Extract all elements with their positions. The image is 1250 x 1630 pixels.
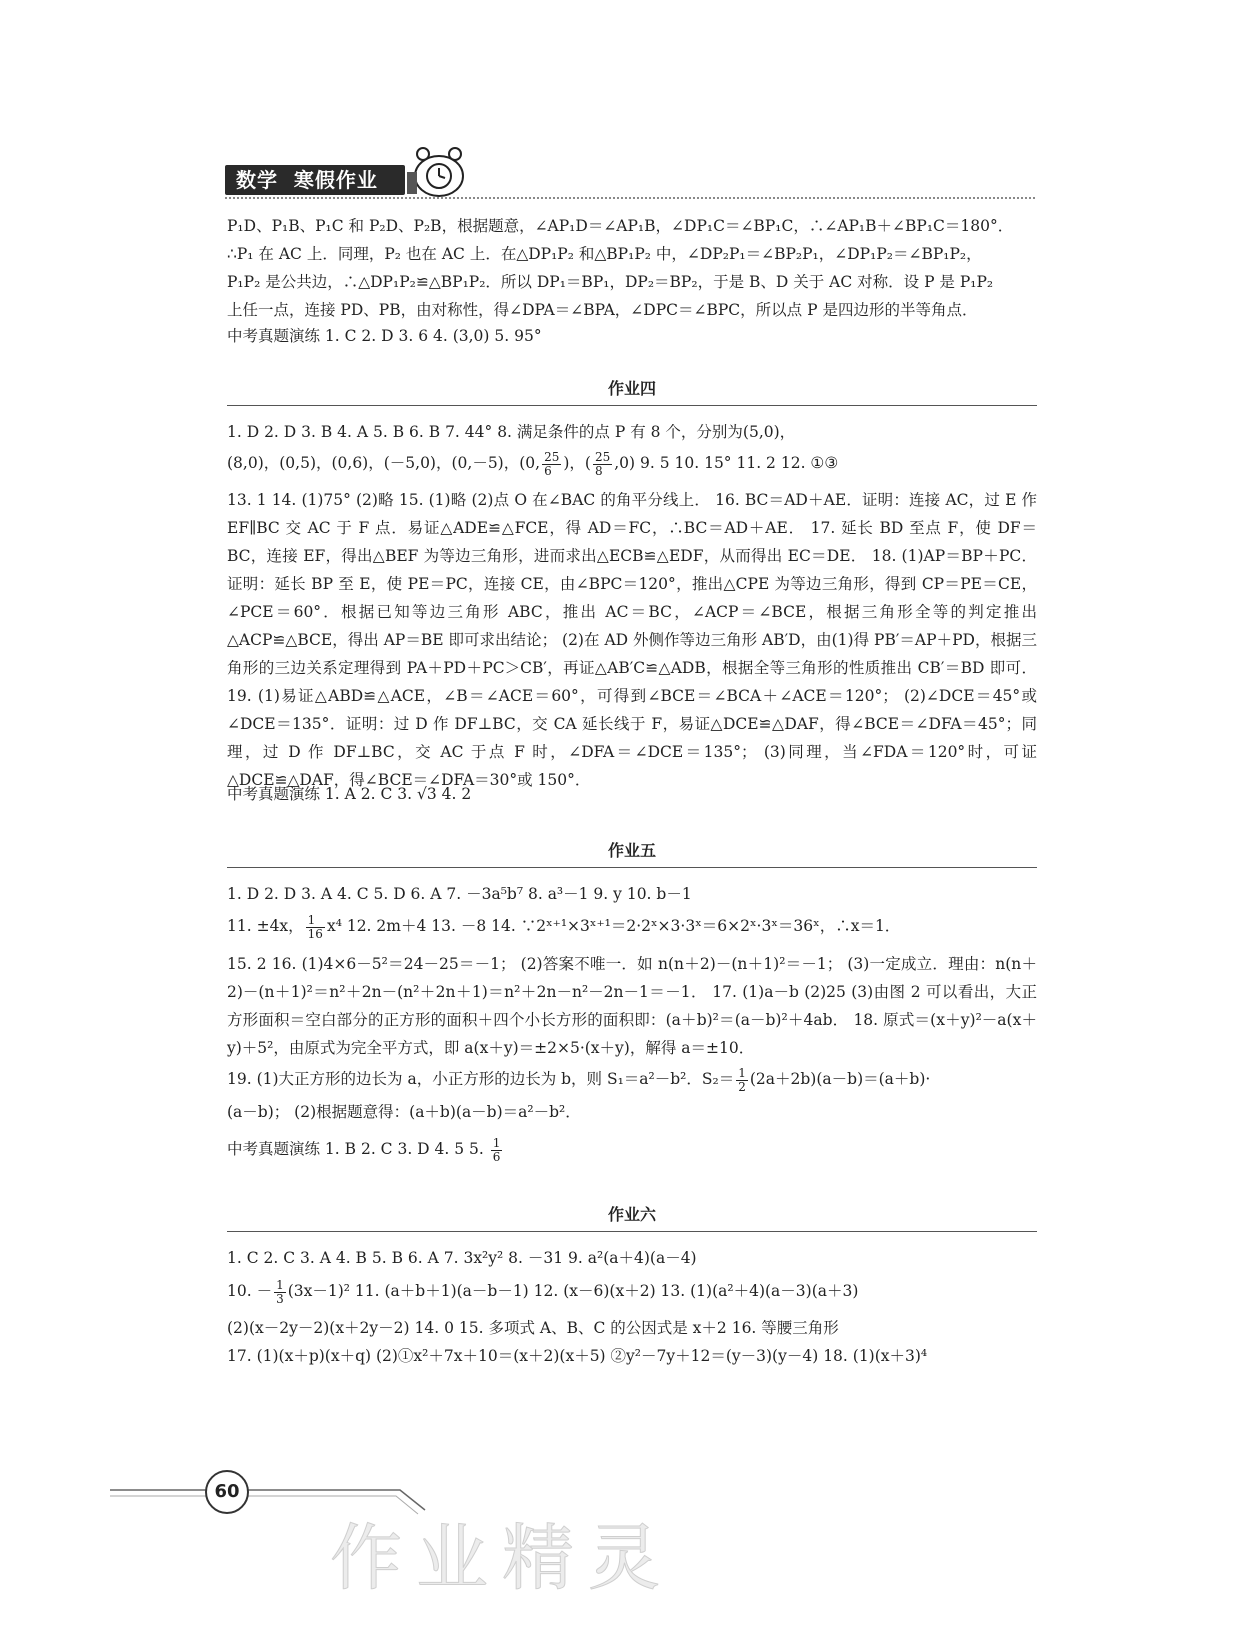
s5-line2-b: x⁴ 12. 2m＋4 13. －8 14. ∵2ˣ⁺¹×3ˣ⁺¹＝2·2ˣ×3·3ˣ＝6×2ˣ·3ˣ＝36ˣ，∴x＝1． xyxy=(326,917,901,935)
text-line: P₁P₂ 是公共边，∴△DP₁P₂≌△BP₁P₂．所以 DP₁＝BP₁，DP₂＝BP₂，于是 B、D 关于 AC 对称．设 P 是 P₁P₂ xyxy=(227,273,994,291)
fraction xyxy=(593,451,612,478)
text-line: 上任一点，连接 PD、PB，由对称性，得∠DPA＝∠BPA，∠DPC＝∠BPC，所以点 P 是四边形的半等角点． xyxy=(227,301,978,319)
fraction-num: 1 xyxy=(276,1277,284,1292)
section-title-4: 作业四 xyxy=(227,376,1037,406)
s5-line2-a: 11. ±4x， xyxy=(227,917,304,935)
fraction-num: 1 xyxy=(492,1135,501,1150)
fraction-den: 6 xyxy=(544,463,552,478)
fraction xyxy=(542,451,561,478)
alarm-clock-mascot-icon xyxy=(405,142,471,200)
s5-zk-a: 中考真题演练 1. B 2. C 3. D 4. 5 5. xyxy=(227,1140,484,1158)
page-number: 60 xyxy=(205,1470,249,1514)
fraction xyxy=(306,914,325,941)
fraction-den: 8 xyxy=(594,463,603,478)
s4-line2-c: ,0) 9. 5 10. 15° 11. 2 12. ①③ xyxy=(614,454,839,472)
footer-watermark: 作业精灵 xyxy=(330,1516,675,1600)
s5-body: 15. 2 16. (1)4×6－5²＝24－25＝－1； (2)答案不唯一．如 n(n＋2)－(n＋1)²＝－1； (3)一定成立．理由：n(n＋2)－(n＋1)²＝n²＋2n－(n²＋2n＋1)＝n²＋2n－n²－2n－1＝－1． 17. (1)a－b (2)25 (3)由图 2 可以看出，大正方形面积＝空白部分的正方形的面积＋四个小长方形的面积即：(a＋b)²＝(a－b)²＋4ab． 18. 原式＝(x＋y)²－a(x＋y)＋5²，由原式为完全平方式，即 a(x＋y)＝±2×5·(x＋y)，解得 a＝±10． xyxy=(227,955,1037,1057)
header-title: 数学 寒假作业 xyxy=(236,168,378,192)
fraction-den: 2 xyxy=(738,1079,746,1094)
fraction xyxy=(491,1137,503,1164)
header-divider xyxy=(225,197,1035,199)
s4-zhongkao: 中考真题演练 1. A 2. C 3. √3 4. 2 xyxy=(227,785,472,803)
fraction-den: 16 xyxy=(307,926,323,941)
s6-line2 xyxy=(227,1274,1037,1308)
s5-line19-b: (2a＋2b)(a－b)＝(a＋b)· xyxy=(749,1070,931,1088)
text-line: ∴P₁ 在 AC 上．同理，P₂ 也在 AC 上．在△DP₁P₂ 和△BP₁P₂ 中，∠DP₂P₁＝∠BP₂P₁，∠DP₁P₂＝∠BP₁P₂， xyxy=(227,245,982,263)
fraction-num: 25 xyxy=(594,449,611,464)
s5-line2 xyxy=(227,908,1037,944)
fraction xyxy=(274,1279,286,1306)
fraction-num: 1 xyxy=(738,1065,746,1080)
s6-line4: 17. (1)(x＋p)(x＋q) (2)①x²＋7x＋10＝(x＋2)(x＋5) ②y²－7y＋12＝(y－3)(y－4) 18. (1)(x＋3)⁴ xyxy=(227,1347,928,1365)
s5-zhongkao xyxy=(227,1132,1037,1166)
section-title-5: 作业五 xyxy=(227,838,1037,868)
s6-line3: (2)(x－2y－2)(x＋2y－2) 14. 0 15. 多项式 A、B、C 的公因式是 x＋2 16. 等腰三角形 xyxy=(227,1319,839,1337)
fraction-den: 3 xyxy=(276,1291,284,1306)
s6-line2-a: 10. － xyxy=(227,1282,273,1300)
s5-line19 xyxy=(227,1062,1037,1096)
zhongkao-answers: 中考真题演练 1. C 2. D 3. 6 4. (3,0) 5. 95° xyxy=(227,327,542,345)
fraction-num: 25 xyxy=(544,449,560,464)
fraction xyxy=(736,1067,748,1094)
s5-line19-a: 19. (1)大正方形的边长为 a，小正方形的边长为 b，则 S₁＝a²－b²．S₂＝ xyxy=(227,1070,735,1088)
s4-body: 13. 1 14. (1)75° (2)略 15. (1)略 (2)点 O 在∠BAC 的角平分线上． 16. BC＝AD＋AE．证明：连接 AC，过 E 作 EF∥BC 交 AC 于 F 点．易证△ADE≌△FCE，得 AD＝FC，∴BC＝AD＋AE． 17. 延长 BD 至点 F，使 DF＝BC，连接 EF，得出△BEF 为等边三角形，进而求出△ECB≌△EDF，从而得出 EC＝DE． 18. (1)AP＝BP＋PC．证明：延长 BP 至 E，使 PE＝PC，连接 CE，由∠BPC＝120°，推出△CPE 为等边三角形，得到 CP＝PE＝CE，∠PCE＝60°．根据已知等边三角形 ABC，推出 AC＝BC，∠ACP＝∠BCE，根据三角形全等的判定推出△ACP≌△BCE，得出 AP＝BE 即可求出结论； (2)在 AD 外侧作等边三角形 AB′D，由(1)得 PB′＝AP＋PD，根据三角形的三边关系定理得到 PA＋PD＋PC＞CB′，再证△AB′C≌△ADB，根据全等三角形的性质推出 CB′＝BD 即可． 19. (1)易证△ABD≌△ACE，∠B＝∠ACE＝60°，可得到∠BCE＝∠BCA＋∠ACE＝120°； (2)∠DCE＝45°或∠DCE＝135°．证明：过 D 作 DF⊥BC，交 CA 延长线于 F，易证△DCE≌△DAF，得∠BCE＝∠DFA＝45°；同理，过 D 作 DF⊥BC，交 AC 于点 F 时，∠DFA＝∠DCE＝135°； (3)同理，当∠FDA＝120°时，可证△DCE≌△DAF，得∠BCE＝∠DFA＝30°或 150°． xyxy=(227,491,1037,789)
s4-line2 xyxy=(227,446,1037,480)
fraction-den: 6 xyxy=(492,1149,501,1164)
s6-line2-b: (3x－1)² 11. (a＋b＋1)(a－b－1) 12. (x－6)(x＋2) 13. (1)(a²＋4)(a－3)(a＋3) xyxy=(287,1282,859,1300)
s5-line1: 1. D 2. D 3. A 4. C 5. D 6. A 7. －3a⁵b⁷ 8. a³－1 9. y 10. b－1 xyxy=(227,885,692,903)
s6-line1: 1. C 2. C 3. A 4. B 5. B 6. A 7. 3x²y² 8. －31 9. a²(a＋4)(a－4) xyxy=(227,1249,697,1267)
s4-line2-a: (8,0)，(0,5)，(0,6)，(－5,0)，(0,－5)，(0, xyxy=(227,454,541,472)
s5-line19-c: (a－b)； (2)根据题意得：(a＋b)(a－b)＝a²－b²． xyxy=(227,1103,581,1121)
section-title-6: 作业六 xyxy=(227,1202,1037,1232)
s4-line2-b: )，( xyxy=(563,454,591,472)
text-line: P₁D、P₁B、P₁C 和 P₂D、P₂B，根据题意，∠AP₁D＝∠AP₁B，∠DP₁C＝∠BP₁C，∴∠AP₁B＋∠BP₁C＝180°． xyxy=(227,217,1014,235)
s4-line1: 1. D 2. D 3. B 4. A 5. B 6. B 7. 44° 8. 满足条件的点 P 有 8 个，分别为(5,0)， xyxy=(227,423,796,441)
fraction-num: 1 xyxy=(306,914,325,928)
page-number-badge xyxy=(205,1470,249,1514)
